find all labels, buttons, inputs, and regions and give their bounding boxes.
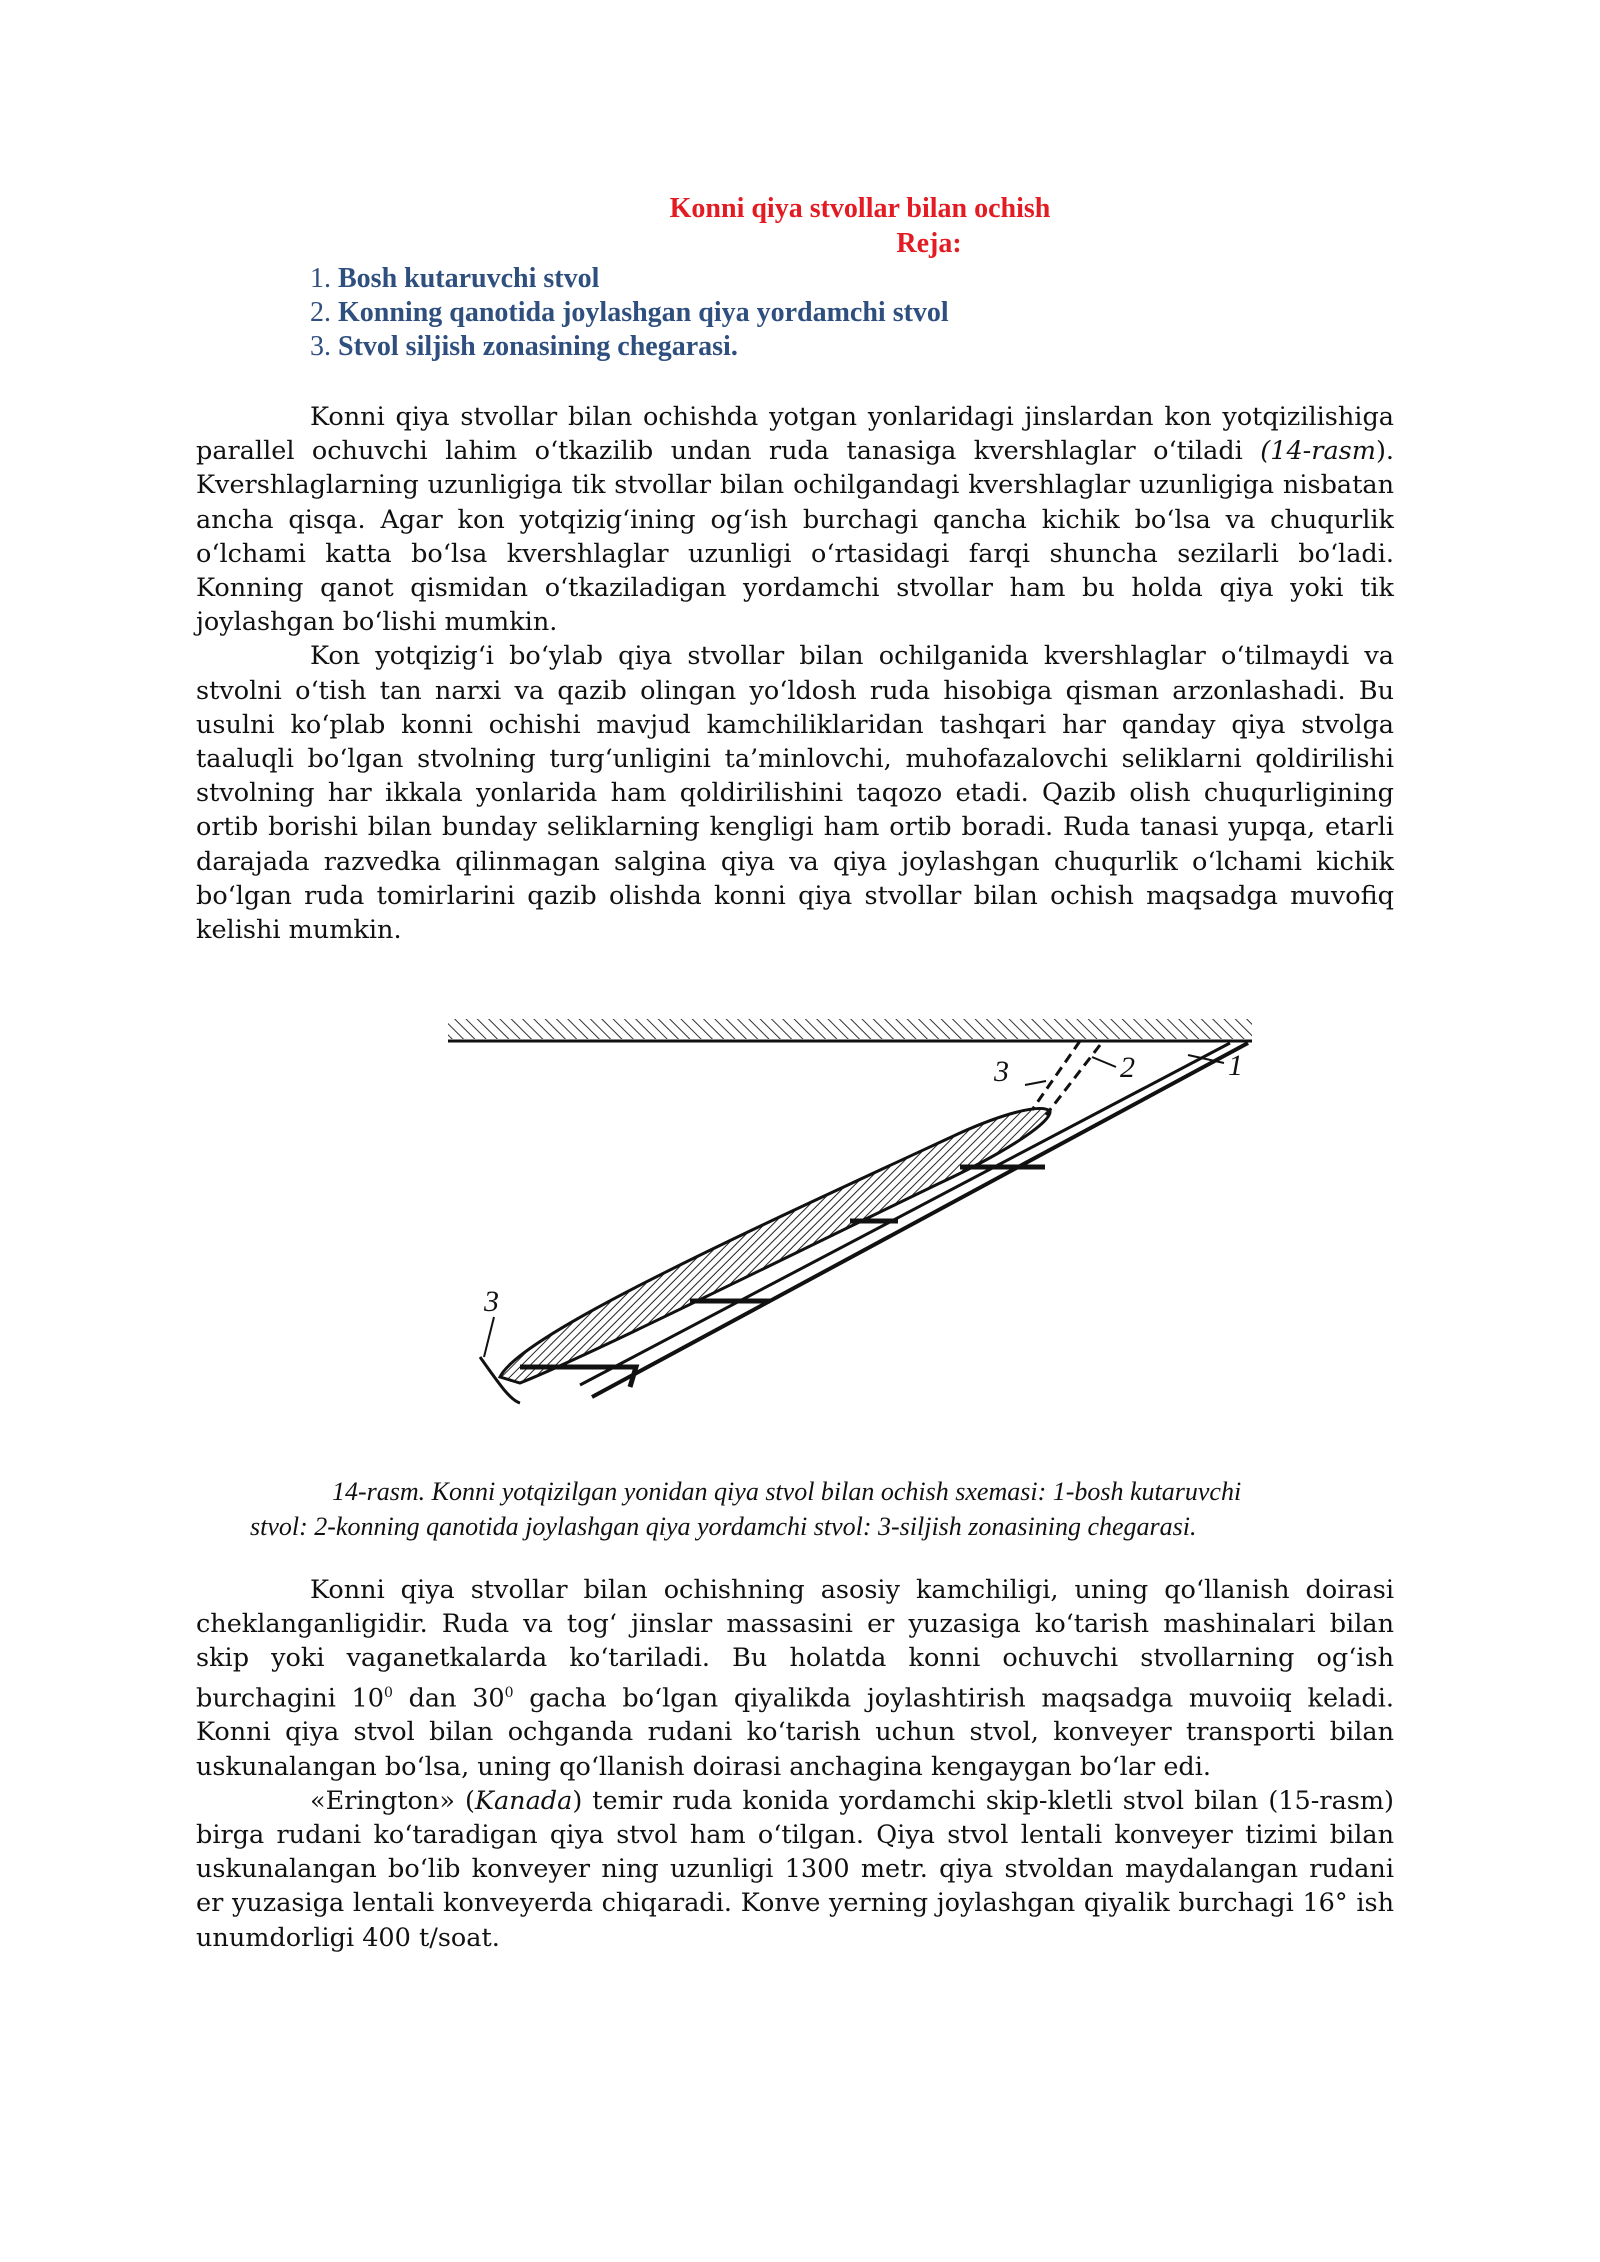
paragraph-3-text: Konni qiya stvollar bilan ochishning asosiy kamchiligi, uning qo‘llanish doirasi cheklanganligidir. Ruda va tog‘ jinslar massasini er yuzasiga ko‘tarish mashinalari bilan skip yoki vaganetkalarda ko‘tariladi. Bu holatda konni ochuvchi stvollarning og‘ish burchagini 10 [196, 1575, 1394, 1714]
figure-label-3-bottom: 3 [484, 1285, 499, 1318]
plan-item-text: Stvol siljish zonasining chegarasi. [338, 331, 738, 362]
country-name: Kanada [474, 1785, 573, 1816]
figure-label-3-top: 3 [994, 1055, 1009, 1088]
paragraph-1 [196, 400, 1394, 639]
shaft-diagram [440, 1005, 1260, 1415]
figure-label-1: 1 [1228, 1049, 1243, 1082]
plan-heading: Reja: [896, 228, 962, 259]
paragraph-3-text-cont: dan 30 [392, 1683, 505, 1714]
plan-item-text: Bosh kutaruvchi stvol [338, 263, 600, 294]
degree-superscript: 0 [384, 1684, 393, 1701]
text-block-top [196, 400, 1394, 947]
ore-body [500, 1108, 1050, 1383]
paragraph-1-text: Konni qiya stvollar bilan ochishda yotgan yonlaridagi jinslardan kon yotqizilishiga parallel ochuvchi lahim o‘tkazilib undan ruda tanasiga kvershlaglar o‘tiladi [196, 402, 1394, 467]
plan-item [310, 330, 949, 364]
main-hoisting-shaft [592, 1043, 1248, 1397]
page-title: Konni qiya stvollar bilan ochish [669, 193, 1051, 224]
plan-item-number: 2. [310, 297, 331, 328]
paragraph-1-text-cont: ). Kvershlaglarning uzunligiga tik stvollar bilan ochilgandagi kvershlaglar uzunligiga nisbatan ancha qisqa. Agar kon yotqizig‘ining og‘ish burchagi qancha kichik bo‘lsa va chuqurlik o‘lchami katta bo‘lsa kvershlaglar uzunligi o‘rtasidagi farqi shuncha sezilarli bo‘ladi. Konning qanot qismidan o‘tkaziladigan yordamchi stvollar ham bu holda qiya yoki tik joylashgan bo‘lishi mumkin. [196, 436, 1394, 638]
text-block-bottom [196, 1573, 1394, 1955]
paragraph-3 [196, 1573, 1394, 1784]
plan-item [310, 296, 949, 330]
paragraph-4-text: «Erington» ( [310, 1785, 475, 1816]
paragraph-2: Kon yotqizig‘i bo‘ylab qiya stvollar bilan ochilganida kvershlaglar o‘tilmaydi va stvolni o‘tish tan narxi va qazib olingan yo‘ldosh ruda hisobiga qisman arzonlashadi. Bu usulni ko‘plab konni ochishi mavjud kamchiliklaridan tashqari har qanday qiya stvolga taaluqli bo‘lgan stvolning turg‘unligini ta’minlovchi, muhofazalovchi seliklarni qoldirilishi stvolning har ikkala yonlarida ham qoldirilishini taqozo etadi. Qazib olish chuqurligining ortib borishi bilan bunday seliklarning kengligi ham ortib boradi. Ruda tanasi yupqa, etarli darajada razvedka qilinmagan salgina qiya va qiya joylashgan chuqurlik o‘lchami kichik bo‘lgan ruda tomirlarini qazib olishda konni qiya stvollar bilan ochish maqsadga muvofiq kelishi mumkin. [196, 641, 1394, 946]
plan-list [310, 262, 949, 364]
paragraph-3-text-end: gacha bo‘lgan qiyalikda joylashtirish maqsadga muvoiiq keladi. Konni qiya stvol bilan ochganda rudani ko‘tarish uchun stvol, konveyer transporti bilan uskunalangan bo‘lsa, uning qo‘llanish doirasi anchagina kengaygan bo‘lar edi. [196, 1683, 1394, 1782]
paragraph-4 [196, 1784, 1394, 1955]
plan-item-text: Konning qanotida joylashgan qiya yordamchi stvol [338, 297, 949, 328]
figure-label-2: 2 [1120, 1051, 1135, 1084]
figure-caption [250, 1474, 1390, 1544]
caption-line-1: 14-rasm. Konni yotqizilgan yonidan qiya stvol bilan ochish sxemasi: 1-bosh kutaruvchi [332, 1477, 1242, 1506]
caption-line-2: stvol: 2-konning qanotida joylashgan qiya yordamchi stvol: 3-siljish zonasining chegarasi. [250, 1512, 1197, 1541]
degree-superscript: 0 [504, 1684, 514, 1701]
plan-item [310, 262, 949, 296]
paragraph-4-text-cont: ) temir ruda konida yordamchi skip-kletli stvol bilan (15-rasm) birga rudani ko‘taradigan qiya stvol ham o‘tilgan. Qiya stvol lentali konveyer tizimi bilan uskunalangan bo‘lib konveyer ning uzunligi 1300 metr. qiya stvoldan maydalangan rudani er yuzasiga lentali konveyerda chiqaradi. Konve yerning joylashgan qiyalik burchagi 16° ish unumdorligi 400 t/soat. [196, 1785, 1394, 1953]
plan-item-number: 1. [310, 263, 331, 294]
figure-reference: (14-rasm [1260, 436, 1376, 467]
plan-item-number: 3. [310, 331, 331, 362]
ground-surface [448, 1019, 1252, 1039]
